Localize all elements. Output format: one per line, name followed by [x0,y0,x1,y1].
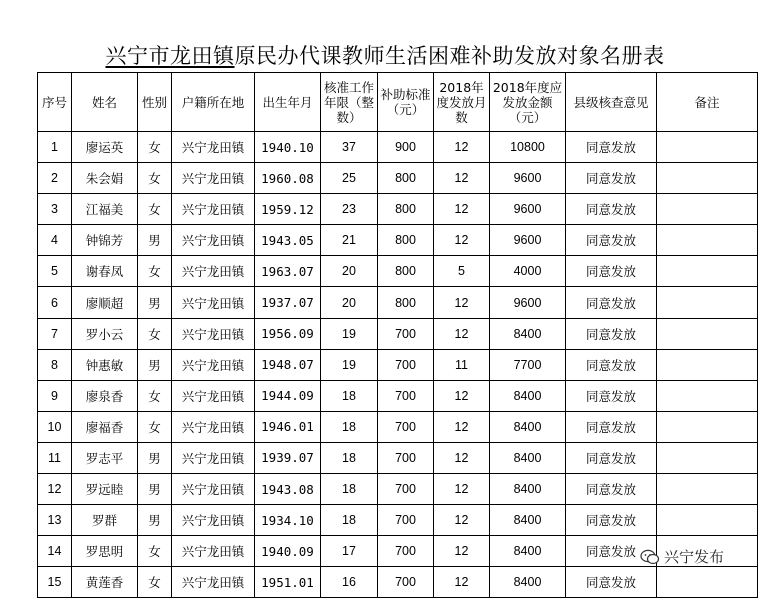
cell-standard: 700 [378,474,434,505]
cell-months: 12 [434,287,490,318]
cell-sex: 男 [138,474,172,505]
cell-opinion: 同意发放 [566,225,657,256]
cell-domicile: 兴宁龙田镇 [172,132,255,163]
cell-sex: 男 [138,225,172,256]
cell-sex: 女 [138,163,172,194]
cell-domicile: 兴宁龙田镇 [172,442,255,473]
cell-opinion: 同意发放 [566,474,657,505]
cell-sex: 女 [138,132,172,163]
cell-years: 18 [321,442,378,473]
cell-opinion: 同意发放 [566,318,657,349]
cell-name: 廖顺超 [72,287,138,318]
col-header-amount: 2018年度应发放金额（元） [490,73,566,132]
cell-name: 廖运英 [72,132,138,163]
cell-no: 15 [38,567,72,598]
cell-years: 23 [321,194,378,225]
header-row [38,73,758,132]
cell-no: 6 [38,287,72,318]
cell-years: 19 [321,349,378,380]
cell-sex: 女 [138,194,172,225]
cell-sex: 女 [138,256,172,287]
cell-domicile: 兴宁龙田镇 [172,474,255,505]
cell-domicile: 兴宁龙田镇 [172,380,255,411]
cell-standard: 700 [378,567,434,598]
cell-opinion: 同意发放 [566,567,657,598]
cell-birth: 1959.12 [255,194,321,225]
cell-birth: 1951.01 [255,567,321,598]
cell-months: 12 [434,380,490,411]
cell-birth: 1934.10 [255,505,321,536]
cell-standard: 700 [378,442,434,473]
cell-birth: 1956.09 [255,318,321,349]
cell-remark [657,411,758,442]
col-header-sex: 性别 [138,73,172,132]
table-row [38,380,758,411]
cell-name: 罗思明 [72,536,138,567]
cell-months: 12 [434,163,490,194]
cell-birth: 1944.09 [255,380,321,411]
cell-standard: 700 [378,411,434,442]
cell-months: 12 [434,536,490,567]
page-title [0,40,770,70]
col-header-remark: 备注 [657,73,758,132]
table-row [38,194,758,225]
cell-no: 9 [38,380,72,411]
cell-sex: 女 [138,567,172,598]
cell-remark [657,318,758,349]
cell-no: 14 [38,536,72,567]
cell-years: 19 [321,318,378,349]
cell-birth: 1939.07 [255,442,321,473]
col-header-years: 核准工作年限（整数） [321,73,378,132]
cell-birth: 1946.01 [255,411,321,442]
title-rest: 原民办代课教师生活困难补助发放对象名册表 [234,44,665,68]
cell-months: 12 [434,194,490,225]
table-row [38,442,758,473]
cell-standard: 800 [378,194,434,225]
table-row [38,132,758,163]
cell-sex: 女 [138,536,172,567]
cell-opinion: 同意发放 [566,163,657,194]
cell-years: 37 [321,132,378,163]
cell-months: 11 [434,349,490,380]
cell-opinion: 同意发放 [566,505,657,536]
table-row [38,567,758,598]
cell-name: 廖福香 [72,411,138,442]
wechat-icon [640,549,660,565]
cell-domicile: 兴宁龙田镇 [172,411,255,442]
cell-no: 5 [38,256,72,287]
title-place: 兴宁市龙田镇 [105,44,235,68]
watermark-text: 兴宁发布 [664,548,725,566]
cell-amount: 8400 [490,536,566,567]
cell-domicile: 兴宁龙田镇 [172,287,255,318]
cell-standard: 700 [378,318,434,349]
cell-months: 12 [434,505,490,536]
cell-years: 18 [321,474,378,505]
cell-name: 黄莲香 [72,567,138,598]
cell-months: 5 [434,256,490,287]
cell-domicile: 兴宁龙田镇 [172,567,255,598]
table-row [38,349,758,380]
cell-name: 罗志平 [72,442,138,473]
cell-birth: 1940.09 [255,536,321,567]
cell-amount: 9600 [490,163,566,194]
cell-remark [657,474,758,505]
cell-remark [657,194,758,225]
cell-months: 12 [434,567,490,598]
cell-remark [657,380,758,411]
cell-remark [657,567,758,598]
cell-sex: 男 [138,442,172,473]
cell-amount: 8400 [490,411,566,442]
cell-domicile: 兴宁龙田镇 [172,349,255,380]
cell-domicile: 兴宁龙田镇 [172,505,255,536]
cell-opinion: 同意发放 [566,442,657,473]
cell-birth: 1937.07 [255,287,321,318]
cell-amount: 9600 [490,194,566,225]
col-header-birth: 出生年月 [255,73,321,132]
cell-opinion: 同意发放 [566,349,657,380]
cell-standard: 800 [378,256,434,287]
cell-amount: 7700 [490,349,566,380]
cell-birth: 1960.08 [255,163,321,194]
cell-years: 21 [321,225,378,256]
cell-months: 12 [434,318,490,349]
cell-birth: 1943.08 [255,474,321,505]
cell-amount: 8400 [490,318,566,349]
cell-opinion: 同意发放 [566,411,657,442]
cell-domicile: 兴宁龙田镇 [172,256,255,287]
cell-remark [657,163,758,194]
cell-years: 18 [321,380,378,411]
cell-remark [657,225,758,256]
cell-name: 钟锦芳 [72,225,138,256]
cell-no: 1 [38,132,72,163]
cell-years: 25 [321,163,378,194]
cell-years: 16 [321,567,378,598]
cell-remark [657,442,758,473]
col-header-standard: 补助标准（元） [378,73,434,132]
cell-amount: 4000 [490,256,566,287]
cell-domicile: 兴宁龙田镇 [172,163,255,194]
cell-years: 18 [321,505,378,536]
cell-years: 20 [321,256,378,287]
cell-birth: 1948.07 [255,349,321,380]
table-row [38,318,758,349]
cell-sex: 女 [138,318,172,349]
cell-no: 4 [38,225,72,256]
col-header-opinion: 县级核查意见 [566,73,657,132]
cell-opinion: 同意发放 [566,132,657,163]
cell-years: 18 [321,411,378,442]
cell-standard: 700 [378,380,434,411]
cell-years: 20 [321,287,378,318]
cell-name: 罗小云 [72,318,138,349]
cell-remark [657,287,758,318]
cell-amount: 8400 [490,380,566,411]
table-row [38,474,758,505]
col-header-name: 姓名 [72,73,138,132]
table-row [38,287,758,318]
cell-no: 8 [38,349,72,380]
cell-years: 17 [321,536,378,567]
cell-domicile: 兴宁龙田镇 [172,225,255,256]
cell-standard: 900 [378,132,434,163]
table-row [38,225,758,256]
cell-sex: 男 [138,349,172,380]
cell-standard: 800 [378,163,434,194]
cell-sex: 男 [138,505,172,536]
cell-no: 13 [38,505,72,536]
cell-months: 12 [434,225,490,256]
col-header-domicile: 户籍所在地 [172,73,255,132]
cell-months: 12 [434,132,490,163]
cell-sex: 女 [138,411,172,442]
cell-amount: 8400 [490,505,566,536]
roster-table [37,72,758,598]
cell-amount: 9600 [490,225,566,256]
cell-no: 10 [38,411,72,442]
cell-remark [657,349,758,380]
cell-sex: 男 [138,287,172,318]
cell-birth: 1943.05 [255,225,321,256]
col-header-months: 2018年度发放月数 [434,73,490,132]
cell-name: 江福美 [72,194,138,225]
col-header-no: 序号 [38,73,72,132]
cell-opinion: 同意发放 [566,194,657,225]
table-row [38,505,758,536]
cell-name: 廖泉香 [72,380,138,411]
cell-months: 12 [434,474,490,505]
table-row [38,163,758,194]
cell-standard: 700 [378,505,434,536]
cell-domicile: 兴宁龙田镇 [172,318,255,349]
cell-birth: 1963.07 [255,256,321,287]
cell-amount: 8400 [490,442,566,473]
table-row [38,256,758,287]
roster-body [38,132,758,598]
cell-no: 12 [38,474,72,505]
cell-no: 3 [38,194,72,225]
cell-no: 2 [38,163,72,194]
cell-no: 7 [38,318,72,349]
cell-standard: 800 [378,287,434,318]
cell-opinion: 同意发放 [566,256,657,287]
cell-opinion: 同意发放 [566,536,657,567]
cell-name: 罗群 [72,505,138,536]
cell-name: 谢春凤 [72,256,138,287]
cell-sex: 女 [138,380,172,411]
cell-name: 罗远睦 [72,474,138,505]
cell-remark [657,505,758,536]
cell-remark [657,256,758,287]
cell-standard: 800 [378,225,434,256]
cell-domicile: 兴宁龙田镇 [172,194,255,225]
cell-name: 朱会娟 [72,163,138,194]
cell-amount: 10800 [490,132,566,163]
cell-amount: 8400 [490,474,566,505]
cell-domicile: 兴宁龙田镇 [172,536,255,567]
cell-opinion: 同意发放 [566,380,657,411]
cell-months: 12 [434,411,490,442]
cell-months: 12 [434,442,490,473]
cell-birth: 1940.10 [255,132,321,163]
cell-amount: 8400 [490,567,566,598]
cell-opinion: 同意发放 [566,287,657,318]
table-row [38,411,758,442]
cell-no: 11 [38,442,72,473]
cell-standard: 700 [378,349,434,380]
cell-name: 钟惠敏 [72,349,138,380]
cell-standard: 700 [378,536,434,567]
cell-amount: 9600 [490,287,566,318]
cell-remark [657,132,758,163]
watermark [640,546,724,567]
